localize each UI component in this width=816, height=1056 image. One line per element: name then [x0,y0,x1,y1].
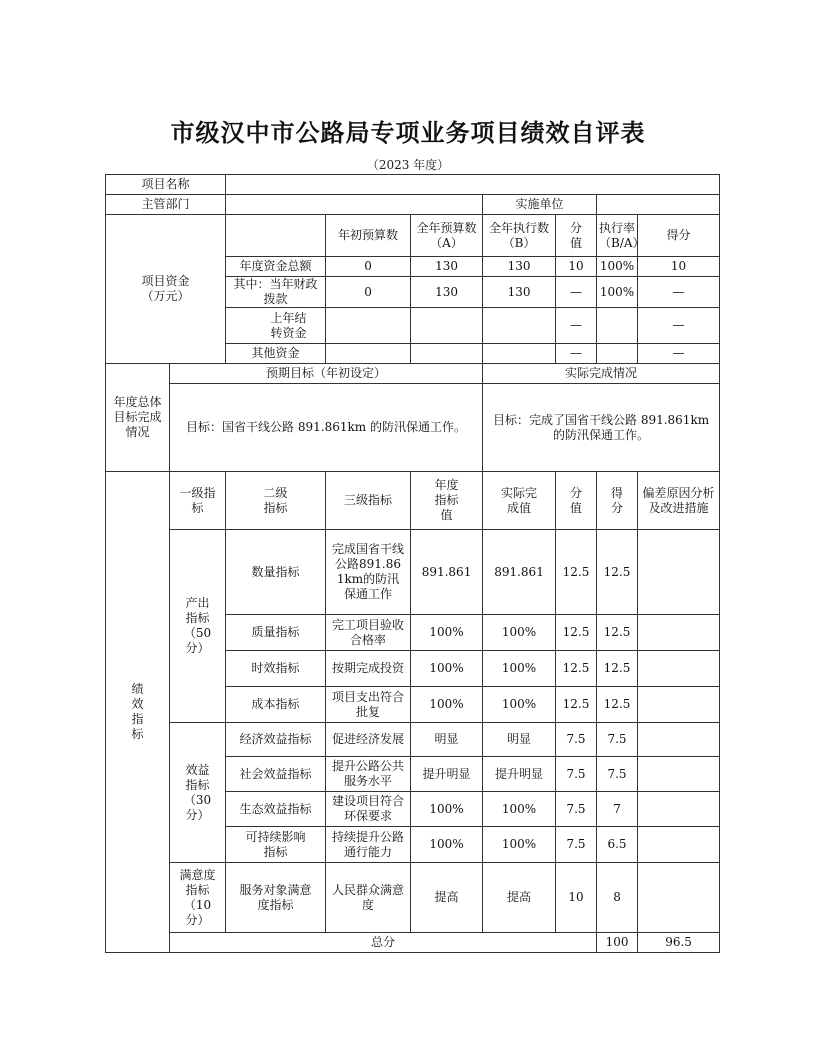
funds-row-rate: 100% [597,257,638,277]
perf-header-level2: 二级指标 [226,472,326,530]
perf-actual: 100% [483,651,556,687]
perf-score: 7.5 [597,723,638,757]
project-name-value[interactable] [226,175,720,195]
performance-label: 绩效指标 [106,472,170,953]
perf-level2: 经济效益指标 [226,723,326,757]
goals-expected-header: 预期目标（年初设定） [170,364,483,384]
perf-actual: 提升明显 [483,757,556,792]
perf-score: 6.5 [597,827,638,863]
funds-row-budget: 130 [411,257,483,277]
total-label: 总分 [170,933,597,953]
perf-reason[interactable] [638,827,720,863]
perf-weight: 12.5 [556,687,597,723]
perf-level1: 满意度指标（10分） [170,863,226,933]
perf-weight: 7.5 [556,757,597,792]
funds-row-name: 年度资金总额 [226,257,326,277]
perf-reason[interactable] [638,757,720,792]
perf-target: 100% [411,827,483,863]
perf-target: 提升明显 [411,757,483,792]
funds-label-line2: （万元） [141,289,190,303]
funds-row-initial: 0 [326,257,411,277]
funds-row-score: — [638,277,720,308]
perf-header-actual: 实际完成值 [483,472,556,530]
goals-actual-text: 目标：完成了国省干线公路 891.861km 的防汛保通工作。 [483,384,720,472]
perf-row [106,723,720,757]
perf-actual: 100% [483,687,556,723]
perf-level2: 成本指标 [226,687,326,723]
funds-row-weight: — [556,308,597,344]
perf-actual: 提高 [483,863,556,933]
impl-unit-label: 实施单位 [483,195,597,215]
funds-row-rate [597,344,638,364]
perf-reason[interactable] [638,723,720,757]
perf-level1: 产出指标（50分） [170,530,226,723]
perf-level3: 促进经济发展 [326,723,411,757]
perf-reason[interactable] [638,687,720,723]
funds-row-score: — [638,308,720,344]
funds-row-score: 10 [638,257,720,277]
perf-weight: 12.5 [556,615,597,651]
perf-score: 12.5 [597,530,638,615]
goals-actual-header: 实际完成情况 [483,364,720,384]
evaluation-table [105,174,720,953]
perf-reason[interactable] [638,792,720,827]
perf-level3: 完成国省干线公路891.861km的防汛保通工作 [326,530,411,615]
funds-header-budget: 全年预算数（A） [411,215,483,257]
perf-header-level1: 一级指标 [170,472,226,530]
funds-row-budget: 130 [411,277,483,308]
perf-weight: 12.5 [556,651,597,687]
perf-reason[interactable] [638,615,720,651]
funds-header-weight: 分值 [556,215,597,257]
funds-header-blank [226,215,326,257]
perf-header-level3: 三级指标 [326,472,411,530]
perf-level3: 持续提升公路通行能力 [326,827,411,863]
perf-reason[interactable] [638,651,720,687]
perf-actual: 明显 [483,723,556,757]
perf-target: 明显 [411,723,483,757]
perf-level3: 人民群众满意度 [326,863,411,933]
funds-header-rate: 执行率（B/A） [597,215,638,257]
funds-row-name: 上年结转资金 [226,308,326,344]
perf-score: 7 [597,792,638,827]
perf-target: 100% [411,792,483,827]
dept-label: 主管部门 [106,195,226,215]
perf-level3: 按期完成投资 [326,651,411,687]
page-title: 市级汉中市公路局专项业务项目绩效自评表 [170,119,646,147]
funds-row-executed [483,308,556,344]
funds-row-executed: 130 [483,257,556,277]
perf-score: 12.5 [597,687,638,723]
funds-row-initial [326,344,411,364]
perf-weight: 7.5 [556,792,597,827]
perf-target: 提高 [411,863,483,933]
perf-weight: 7.5 [556,723,597,757]
perf-level2: 质量指标 [226,615,326,651]
perf-score: 12.5 [597,615,638,651]
funds-row-name: 其他资金 [226,344,326,364]
funds-row-budget [411,344,483,364]
funds-label [106,215,226,364]
perf-level3: 建设项目符合环保要求 [326,792,411,827]
funds-header-score: 得分 [638,215,720,257]
perf-header-weight: 分值 [556,472,597,530]
perf-weight: 10 [556,863,597,933]
goals-expected-text: 目标：国省干线公路 891.861km 的防汛保通工作。 [170,384,483,472]
impl-unit-value[interactable] [597,195,720,215]
funds-row-initial: 0 [326,277,411,308]
perf-reason[interactable] [638,530,720,615]
perf-actual: 100% [483,827,556,863]
perf-level2: 时效指标 [226,651,326,687]
funds-label-line1: 项目资金 [141,274,190,288]
perf-score: 8 [597,863,638,933]
perf-level2: 生态效益指标 [226,792,326,827]
perf-level3: 完工项目验收合格率 [326,615,411,651]
perf-target: 100% [411,651,483,687]
total-weight: 100 [597,933,638,953]
perf-level2: 可持续影响指标 [226,827,326,863]
funds-row-executed: 130 [483,277,556,308]
funds-row-initial [326,308,411,344]
perf-header-reason: 偏差原因分析及改进措施 [638,472,720,530]
perf-score: 7.5 [597,757,638,792]
perf-level2: 数量指标 [226,530,326,615]
perf-score: 12.5 [597,651,638,687]
funds-row-weight: — [556,277,597,308]
project-name-label: 项目名称 [106,175,226,195]
perf-target: 891.861 [411,530,483,615]
perf-level3: 提升公路公共服务水平 [326,757,411,792]
funds-row-executed [483,344,556,364]
perf-level2: 社会效益指标 [226,757,326,792]
funds-header-executed: 全年执行数（B） [483,215,556,257]
total-score: 96.5 [638,933,720,953]
perf-weight: 7.5 [556,827,597,863]
perf-target: 100% [411,687,483,723]
perf-header-target: 年度指标值 [411,472,483,530]
funds-row-budget [411,308,483,344]
total-row [106,933,720,953]
goals-label: 年度总体目标完成情况 [106,364,170,472]
perf-reason[interactable] [638,863,720,933]
perf-level1: 效益指标（30分） [170,723,226,863]
perf-actual: 100% [483,615,556,651]
perf-actual: 100% [483,792,556,827]
funds-row-weight: — [556,344,597,364]
dept-value[interactable] [226,195,483,215]
year-subtitle: （2023 年度） [366,158,450,172]
perf-weight: 12.5 [556,530,597,615]
perf-level2: 服务对象满意度指标 [226,863,326,933]
perf-row [106,530,720,615]
funds-row-weight: 10 [556,257,597,277]
funds-row-name: 其中：当年财政拨款 [226,277,326,308]
perf-header-score: 得分 [597,472,638,530]
funds-row-score: — [638,344,720,364]
perf-level3: 项目支出符合批复 [326,687,411,723]
perf-target: 100% [411,615,483,651]
funds-header-initial: 年初预算数 [326,215,411,257]
funds-row-rate: 100% [597,277,638,308]
perf-row [106,863,720,933]
funds-row-rate [597,308,638,344]
perf-actual: 891.861 [483,530,556,615]
